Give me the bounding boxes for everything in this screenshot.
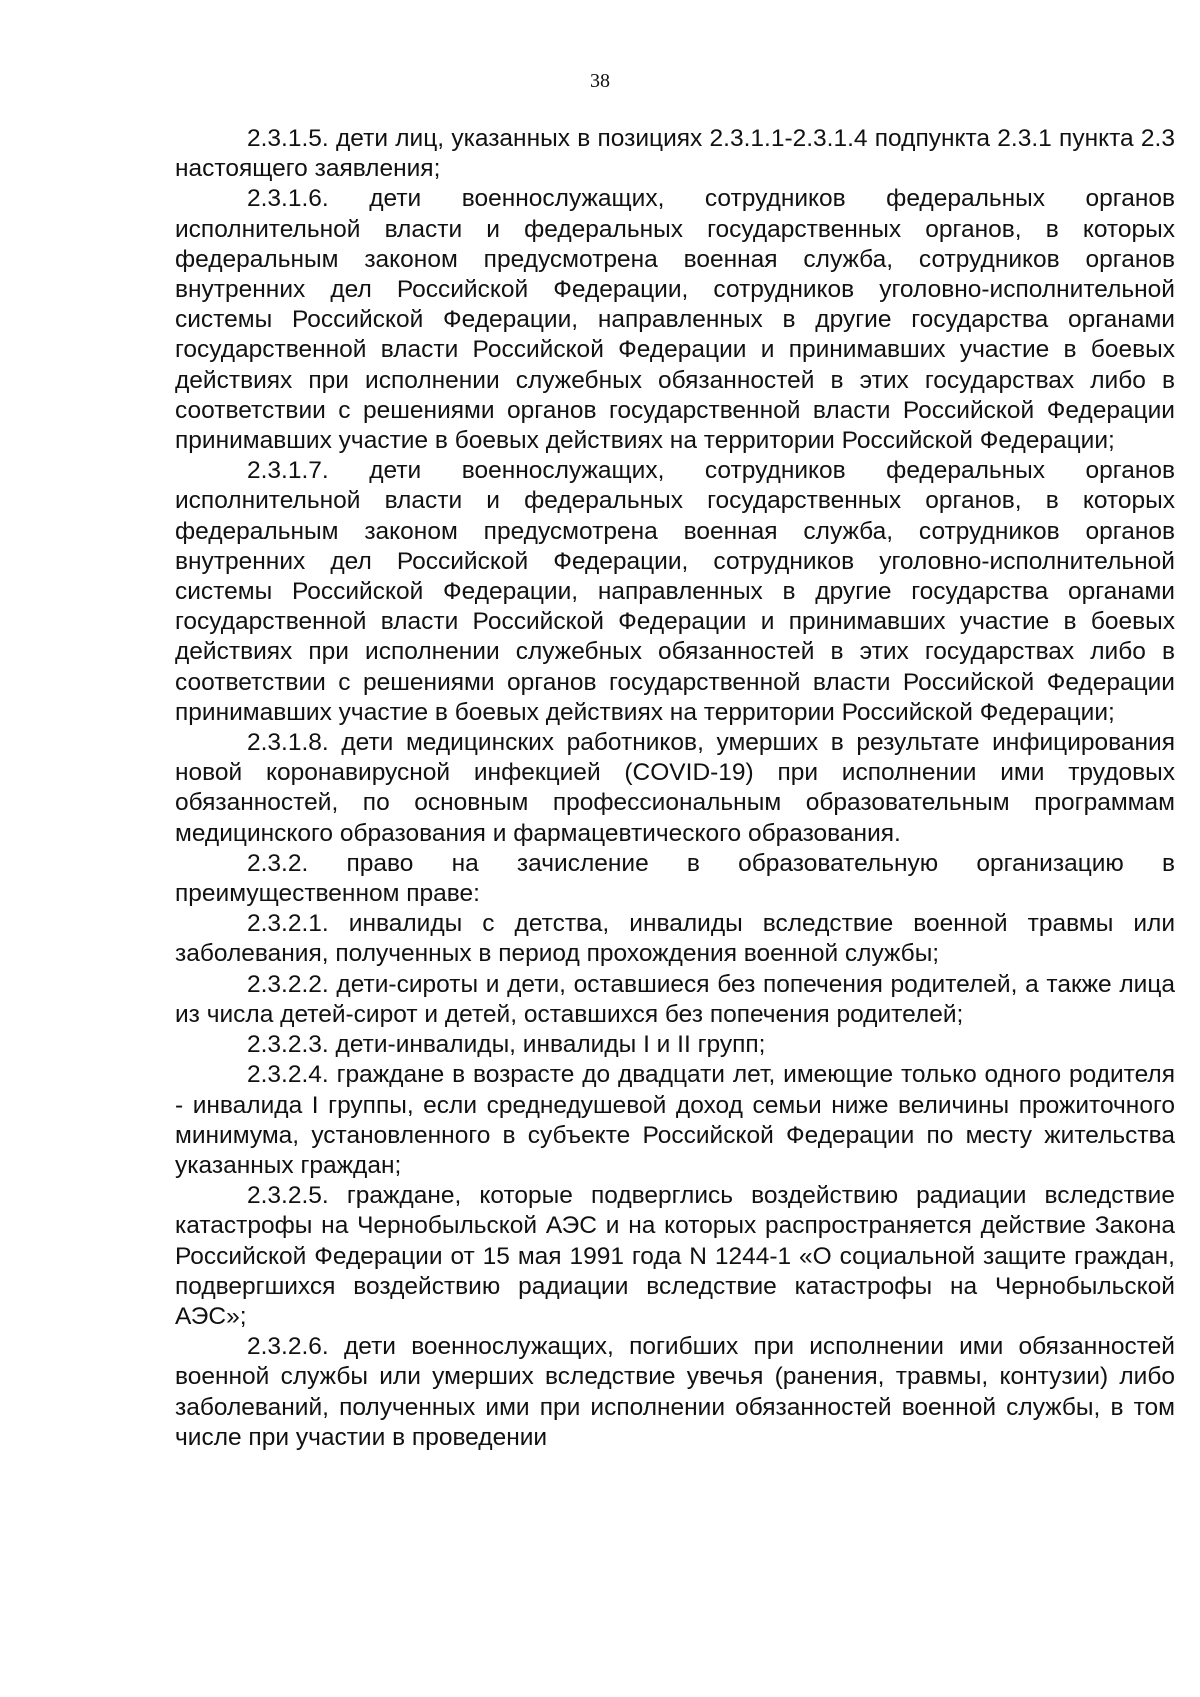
- page-number: 38: [590, 70, 610, 92]
- paragraph-2-3-2-6: 2.3.2.6. дети военнослужащих, погибших при исполнении ими обязанностей военной службы или умерших вследствие увечья (ранения, травмы, контузии) либо заболеваний, полученных ими при исполнении обязанностей военной службы, в том числе при участии в проведении: [175, 1333, 1175, 1451]
- paragraph-2-3-1-8: 2.3.1.8. дети медицинских работников, умерших в результате инфицирования новой коронавирусной инфекцией (COVID-19) при исполнении ими трудовых обязанностей, по основным профессиональным образовательным программам медицинского образования и фармацевтического образования.: [175, 729, 1175, 847]
- paragraph-2-3-2-5: 2.3.2.5. граждане, которые подверглись воздействию радиации вследствие катастрофы на Чернобыльской АЭС и на которых распространяется действие Закона Российской Федерации от 15 мая 1991 года N 1244-1 «О социальной защите граждан, подвергшихся воздействию радиации вследствие катастрофы на Чернобыльской АЭС»;: [175, 1182, 1175, 1330]
- paragraph-2-3-1-6: 2.3.1.6. дети военнослужащих, сотрудников федеральных органов исполнительной власти и федеральных государственных органов, в которых федеральным законом предусмотрена военная служба, сотрудников органов внутренних дел Российской Федерации, сотрудников уголовно-исполнительной системы Российской Федерации, направленных в другие государства органами государственной власти Российской Федерации и принимавших участие в боевых действиях при исполнении служебных обязанностей в этих государствах либо в соответствии с решениями органов государственной власти Российской Федерации принимавших участие в боевых действиях на территории Российской Федерации;: [175, 185, 1175, 455]
- document-body: [175, 124, 1175, 1453]
- paragraph-2-3-2-4: 2.3.2.4. граждане в возрасте до двадцати лет, имеющие только одного родителя - инвалида I группы, если среднедушевой доход семьи ниже величины прожиточного минимума, установленного в субъекте Российской Федерации по месту жительства указанных граждан;: [175, 1061, 1175, 1179]
- paragraph-2-3-2: 2.3.2. право на зачисление в образовательную организацию в преимущественном праве:: [175, 849, 1175, 908]
- paragraph-2-3-2-1: 2.3.2.1. инвалиды с детства, инвалиды вследствие военной травмы или заболевания, полученных в период прохождения военной службы;: [175, 910, 1175, 968]
- paragraph-2-3-2-2: 2.3.2.2. дети-сироты и дети, оставшиеся без попечения родителей, а также лица из числа детей-сирот и детей, оставшихся без попечения родителей;: [175, 970, 1175, 1028]
- paragraph-2-3-2-3: 2.3.2.3. дети-инвалиды, инвалиды I и II групп;: [247, 1031, 766, 1059]
- paragraph-2-3-1-5: 2.3.1.5. дети лиц, указанных в позициях 2.3.1.1-2.3.1.4 подпункта 2.3.1 пункта 2.3 настоящего заявления;: [175, 125, 1175, 183]
- paragraph-2-3-1-7: 2.3.1.7. дети военнослужащих, сотрудников федеральных органов исполнительной власти и федеральных государственных органов, в которых федеральным законом предусмотрена военная служба, сотрудников органов внутренних дел Российской Федерации, сотрудников уголовно-исполнительной системы Российской Федерации, направленных в другие государства органами государственной власти Российской Федерации и принимавших участие в боевых действиях при исполнении служебных обязанностей в этих государствах либо в соответствии с решениями органов государственной власти Российской Федерации принимавших участие в боевых действиях на территории Российской Федерации;: [175, 457, 1175, 726]
